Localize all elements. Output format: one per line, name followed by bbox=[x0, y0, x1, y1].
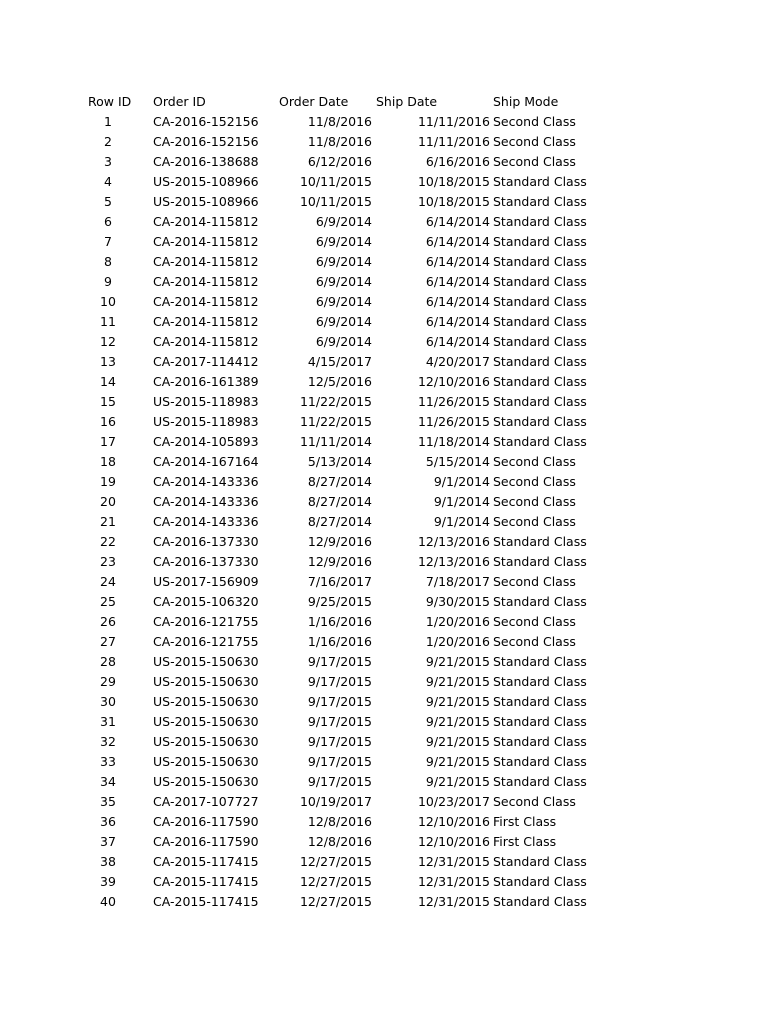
cell-order-id: CA-2014-115812 bbox=[153, 274, 259, 289]
cell-ship-date: 12/13/2016 bbox=[417, 554, 490, 569]
cell-ship-date: 11/26/2015 bbox=[417, 394, 490, 409]
cell-ship-mode: Second Class bbox=[493, 574, 576, 589]
cell-order-id: US-2015-150630 bbox=[153, 694, 259, 709]
table-row bbox=[0, 772, 768, 792]
cell-ship-mode: Second Class bbox=[493, 454, 576, 469]
table-row bbox=[0, 352, 768, 372]
cell-ship-mode: Standard Class bbox=[493, 554, 587, 569]
cell-ship-date: 12/10/2016 bbox=[417, 374, 490, 389]
cell-ship-mode: Standard Class bbox=[493, 694, 587, 709]
cell-order-date: 6/9/2014 bbox=[315, 214, 372, 229]
cell-ship-date: 10/23/2017 bbox=[417, 794, 490, 809]
cell-ship-mode: Standard Class bbox=[493, 254, 587, 269]
cell-ship-mode: Standard Class bbox=[493, 854, 587, 869]
header-order-date: Order Date bbox=[279, 94, 349, 109]
cell-ship-mode: Standard Class bbox=[493, 714, 587, 729]
table-row bbox=[0, 332, 768, 352]
cell-order-date: 6/9/2014 bbox=[315, 234, 372, 249]
cell-row-id: 12 bbox=[100, 334, 116, 349]
cell-order-id: CA-2015-117415 bbox=[153, 894, 259, 909]
cell-ship-mode: Standard Class bbox=[493, 414, 587, 429]
cell-order-date: 4/15/2017 bbox=[307, 354, 372, 369]
cell-order-date: 1/16/2016 bbox=[307, 614, 372, 629]
cell-order-date: 12/27/2015 bbox=[299, 894, 372, 909]
cell-ship-mode: Standard Class bbox=[493, 274, 587, 289]
table-row bbox=[0, 532, 768, 552]
cell-row-id: 14 bbox=[100, 374, 116, 389]
cell-order-date: 11/8/2016 bbox=[307, 134, 372, 149]
table-row bbox=[0, 452, 768, 472]
header-row-id: Row ID bbox=[88, 94, 132, 109]
cell-order-date: 9/17/2015 bbox=[307, 734, 372, 749]
cell-order-date: 1/16/2016 bbox=[307, 634, 372, 649]
cell-row-id: 21 bbox=[100, 514, 116, 529]
cell-ship-mode: Standard Class bbox=[493, 374, 587, 389]
cell-row-id: 11 bbox=[100, 314, 116, 329]
table-row bbox=[0, 272, 768, 292]
cell-order-date: 8/27/2014 bbox=[307, 474, 372, 489]
table-row bbox=[0, 632, 768, 652]
cell-order-date: 12/8/2016 bbox=[307, 834, 372, 849]
cell-row-id: 40 bbox=[100, 894, 116, 909]
table-row bbox=[0, 412, 768, 432]
cell-ship-date: 9/1/2014 bbox=[433, 514, 490, 529]
cell-order-id: CA-2016-161389 bbox=[153, 374, 259, 389]
cell-row-id: 29 bbox=[100, 674, 116, 689]
cell-order-id: CA-2015-106320 bbox=[153, 594, 259, 609]
cell-row-id: 13 bbox=[100, 354, 116, 369]
cell-ship-mode: Standard Class bbox=[493, 774, 587, 789]
cell-order-date: 6/9/2014 bbox=[315, 314, 372, 329]
header-order-id: Order ID bbox=[153, 94, 206, 109]
cell-order-id: CA-2014-143336 bbox=[153, 494, 259, 509]
cell-order-id: CA-2014-115812 bbox=[153, 254, 259, 269]
cell-order-date: 12/9/2016 bbox=[307, 554, 372, 569]
cell-ship-date: 12/10/2016 bbox=[417, 814, 490, 829]
cell-ship-date: 6/14/2014 bbox=[425, 294, 490, 309]
cell-ship-mode: Standard Class bbox=[493, 534, 587, 549]
cell-order-date: 9/25/2015 bbox=[307, 594, 372, 609]
table-row bbox=[0, 672, 768, 692]
table-row bbox=[0, 192, 768, 212]
cell-ship-date: 12/31/2015 bbox=[417, 854, 490, 869]
cell-ship-date: 9/30/2015 bbox=[425, 594, 490, 609]
cell-ship-mode: Standard Class bbox=[493, 594, 587, 609]
cell-order-date: 12/27/2015 bbox=[299, 854, 372, 869]
cell-ship-mode: Standard Class bbox=[493, 434, 587, 449]
cell-ship-mode: Standard Class bbox=[493, 874, 587, 889]
cell-row-id: 4 bbox=[104, 174, 112, 189]
cell-row-id: 31 bbox=[100, 714, 116, 729]
table-row bbox=[0, 872, 768, 892]
cell-order-id: CA-2016-117590 bbox=[153, 814, 259, 829]
table-row bbox=[0, 572, 768, 592]
cell-ship-date: 7/18/2017 bbox=[425, 574, 490, 589]
cell-ship-mode: First Class bbox=[493, 834, 557, 849]
cell-ship-mode: Second Class bbox=[493, 134, 576, 149]
cell-order-date: 7/16/2017 bbox=[307, 574, 372, 589]
cell-order-date: 6/12/2016 bbox=[307, 154, 372, 169]
cell-ship-mode: Second Class bbox=[493, 614, 576, 629]
cell-row-id: 9 bbox=[104, 274, 112, 289]
cell-order-id: CA-2015-117415 bbox=[153, 854, 259, 869]
table-row bbox=[0, 372, 768, 392]
data-table bbox=[0, 92, 768, 912]
cell-order-date: 12/27/2015 bbox=[299, 874, 372, 889]
cell-ship-mode: Standard Class bbox=[493, 194, 587, 209]
cell-order-date: 8/27/2014 bbox=[307, 514, 372, 529]
cell-order-id: US-2015-118983 bbox=[153, 414, 259, 429]
cell-ship-mode: First Class bbox=[493, 814, 557, 829]
table-row bbox=[0, 832, 768, 852]
table-row bbox=[0, 552, 768, 572]
cell-ship-mode: Standard Class bbox=[493, 314, 587, 329]
cell-row-id: 19 bbox=[100, 474, 116, 489]
cell-row-id: 17 bbox=[100, 434, 116, 449]
table-row bbox=[0, 812, 768, 832]
cell-ship-date: 5/15/2014 bbox=[425, 454, 490, 469]
cell-ship-date: 9/1/2014 bbox=[433, 494, 490, 509]
cell-order-id: US-2015-108966 bbox=[153, 174, 259, 189]
cell-ship-date: 9/21/2015 bbox=[425, 694, 490, 709]
cell-ship-date: 6/16/2016 bbox=[425, 154, 490, 169]
cell-order-date: 12/5/2016 bbox=[307, 374, 372, 389]
cell-ship-date: 6/14/2014 bbox=[425, 334, 490, 349]
cell-ship-date: 10/18/2015 bbox=[417, 194, 490, 209]
cell-row-id: 10 bbox=[100, 294, 116, 309]
cell-ship-mode: Second Class bbox=[493, 494, 576, 509]
cell-ship-mode: Standard Class bbox=[493, 174, 587, 189]
cell-ship-date: 4/20/2017 bbox=[425, 354, 490, 369]
cell-ship-date: 6/14/2014 bbox=[425, 214, 490, 229]
cell-ship-mode: Second Class bbox=[493, 474, 576, 489]
cell-order-id: CA-2016-121755 bbox=[153, 614, 259, 629]
cell-order-id: CA-2016-121755 bbox=[153, 634, 259, 649]
cell-ship-date: 11/11/2016 bbox=[417, 114, 490, 129]
cell-ship-date: 12/13/2016 bbox=[417, 534, 490, 549]
cell-order-id: CA-2016-117590 bbox=[153, 834, 259, 849]
table-row bbox=[0, 292, 768, 312]
cell-row-id: 36 bbox=[100, 814, 116, 829]
cell-order-id: CA-2016-137330 bbox=[153, 554, 259, 569]
cell-order-id: US-2015-150630 bbox=[153, 774, 259, 789]
cell-ship-date: 1/20/2016 bbox=[425, 634, 490, 649]
table-row bbox=[0, 612, 768, 632]
cell-row-id: 26 bbox=[100, 614, 116, 629]
cell-order-date: 10/11/2015 bbox=[299, 174, 372, 189]
cell-order-date: 6/9/2014 bbox=[315, 254, 372, 269]
cell-ship-mode: Standard Class bbox=[493, 294, 587, 309]
cell-order-date: 11/22/2015 bbox=[299, 394, 372, 409]
cell-order-id: CA-2014-115812 bbox=[153, 314, 259, 329]
cell-order-id: CA-2017-107727 bbox=[153, 794, 259, 809]
table-row bbox=[0, 752, 768, 772]
cell-row-id: 20 bbox=[100, 494, 116, 509]
cell-row-id: 35 bbox=[100, 794, 116, 809]
cell-order-id: US-2015-118983 bbox=[153, 394, 259, 409]
cell-order-id: CA-2017-114412 bbox=[153, 354, 259, 369]
cell-ship-date: 10/18/2015 bbox=[417, 174, 490, 189]
table-row bbox=[0, 392, 768, 412]
table-row bbox=[0, 692, 768, 712]
table-row bbox=[0, 792, 768, 812]
cell-order-id: CA-2014-115812 bbox=[153, 334, 259, 349]
table-row bbox=[0, 592, 768, 612]
table-row bbox=[0, 212, 768, 232]
cell-ship-mode: Standard Class bbox=[493, 354, 587, 369]
cell-order-id: US-2015-150630 bbox=[153, 714, 259, 729]
header-ship-mode: Ship Mode bbox=[493, 94, 559, 109]
cell-order-id: CA-2014-115812 bbox=[153, 234, 259, 249]
cell-order-id: CA-2014-105893 bbox=[153, 434, 259, 449]
cell-ship-mode: Standard Class bbox=[493, 234, 587, 249]
table-row bbox=[0, 172, 768, 192]
cell-ship-date: 12/31/2015 bbox=[417, 874, 490, 889]
cell-row-id: 8 bbox=[104, 254, 112, 269]
cell-order-id: CA-2016-137330 bbox=[153, 534, 259, 549]
cell-row-id: 27 bbox=[100, 634, 116, 649]
cell-order-id: US-2015-150630 bbox=[153, 734, 259, 749]
cell-ship-mode: Standard Class bbox=[493, 734, 587, 749]
cell-order-id: CA-2014-115812 bbox=[153, 214, 259, 229]
cell-order-date: 11/11/2014 bbox=[299, 434, 372, 449]
table-row bbox=[0, 312, 768, 332]
cell-row-id: 25 bbox=[100, 594, 116, 609]
cell-ship-date: 9/21/2015 bbox=[425, 754, 490, 769]
table-row bbox=[0, 712, 768, 732]
cell-row-id: 28 bbox=[100, 654, 116, 669]
table-header-row bbox=[0, 92, 768, 112]
cell-ship-mode: Standard Class bbox=[493, 654, 587, 669]
table-row bbox=[0, 852, 768, 872]
cell-row-id: 5 bbox=[104, 194, 112, 209]
cell-ship-date: 11/18/2014 bbox=[417, 434, 490, 449]
cell-order-id: CA-2016-152156 bbox=[153, 114, 259, 129]
cell-order-date: 10/19/2017 bbox=[299, 794, 372, 809]
cell-order-id: CA-2014-143336 bbox=[153, 474, 259, 489]
cell-ship-date: 9/21/2015 bbox=[425, 674, 490, 689]
cell-order-date: 6/9/2014 bbox=[315, 294, 372, 309]
cell-ship-mode: Second Class bbox=[493, 794, 576, 809]
cell-row-id: 24 bbox=[100, 574, 116, 589]
cell-order-date: 11/22/2015 bbox=[299, 414, 372, 429]
cell-order-id: US-2017-156909 bbox=[153, 574, 259, 589]
cell-ship-date: 9/21/2015 bbox=[425, 654, 490, 669]
cell-row-id: 7 bbox=[104, 234, 112, 249]
cell-order-date: 6/9/2014 bbox=[315, 334, 372, 349]
cell-order-id: US-2015-150630 bbox=[153, 754, 259, 769]
cell-order-date: 11/8/2016 bbox=[307, 114, 372, 129]
cell-order-date: 6/9/2014 bbox=[315, 274, 372, 289]
table-row bbox=[0, 652, 768, 672]
cell-order-date: 9/17/2015 bbox=[307, 714, 372, 729]
cell-ship-mode: Second Class bbox=[493, 634, 576, 649]
table-row bbox=[0, 432, 768, 452]
cell-ship-date: 12/10/2016 bbox=[417, 834, 490, 849]
cell-order-id: US-2015-150630 bbox=[153, 674, 259, 689]
cell-ship-mode: Standard Class bbox=[493, 754, 587, 769]
cell-order-id: CA-2014-167164 bbox=[153, 454, 259, 469]
cell-ship-mode: Second Class bbox=[493, 514, 576, 529]
cell-row-id: 30 bbox=[100, 694, 116, 709]
cell-ship-mode: Second Class bbox=[493, 114, 576, 129]
cell-order-id: CA-2014-115812 bbox=[153, 294, 259, 309]
cell-ship-mode: Standard Class bbox=[493, 894, 587, 909]
cell-ship-date: 11/26/2015 bbox=[417, 414, 490, 429]
cell-order-id: US-2015-108966 bbox=[153, 194, 259, 209]
cell-order-date: 12/8/2016 bbox=[307, 814, 372, 829]
table-row bbox=[0, 732, 768, 752]
cell-ship-date: 6/14/2014 bbox=[425, 234, 490, 249]
cell-row-id: 34 bbox=[100, 774, 116, 789]
cell-ship-date: 6/14/2014 bbox=[425, 254, 490, 269]
cell-ship-mode: Standard Class bbox=[493, 214, 587, 229]
cell-row-id: 23 bbox=[100, 554, 116, 569]
cell-order-date: 12/9/2016 bbox=[307, 534, 372, 549]
cell-row-id: 15 bbox=[100, 394, 116, 409]
cell-order-date: 9/17/2015 bbox=[307, 754, 372, 769]
table-row bbox=[0, 512, 768, 532]
cell-row-id: 1 bbox=[104, 114, 112, 129]
cell-row-id: 3 bbox=[104, 154, 112, 169]
cell-order-date: 9/17/2015 bbox=[307, 774, 372, 789]
table-row bbox=[0, 152, 768, 172]
table-row bbox=[0, 112, 768, 132]
cell-order-date: 9/17/2015 bbox=[307, 674, 372, 689]
cell-ship-date: 1/20/2016 bbox=[425, 614, 490, 629]
cell-row-id: 39 bbox=[100, 874, 116, 889]
cell-row-id: 37 bbox=[100, 834, 116, 849]
cell-ship-mode: Standard Class bbox=[493, 674, 587, 689]
cell-ship-date: 9/21/2015 bbox=[425, 774, 490, 789]
cell-ship-mode: Standard Class bbox=[493, 334, 587, 349]
cell-ship-date: 6/14/2014 bbox=[425, 274, 490, 289]
cell-row-id: 38 bbox=[100, 854, 116, 869]
cell-order-id: CA-2015-117415 bbox=[153, 874, 259, 889]
cell-row-id: 16 bbox=[100, 414, 116, 429]
cell-row-id: 6 bbox=[104, 214, 112, 229]
cell-row-id: 32 bbox=[100, 734, 116, 749]
table-row bbox=[0, 252, 768, 272]
table-row bbox=[0, 492, 768, 512]
table-row bbox=[0, 892, 768, 912]
cell-order-date: 5/13/2014 bbox=[307, 454, 372, 469]
cell-row-id: 18 bbox=[100, 454, 116, 469]
table-row bbox=[0, 472, 768, 492]
table-body bbox=[0, 112, 768, 912]
cell-order-id: US-2015-150630 bbox=[153, 654, 259, 669]
cell-order-date: 10/11/2015 bbox=[299, 194, 372, 209]
cell-row-id: 33 bbox=[100, 754, 116, 769]
cell-ship-date: 11/11/2016 bbox=[417, 134, 490, 149]
cell-order-date: 9/17/2015 bbox=[307, 694, 372, 709]
cell-row-id: 22 bbox=[100, 534, 116, 549]
cell-ship-date: 9/21/2015 bbox=[425, 714, 490, 729]
cell-order-date: 8/27/2014 bbox=[307, 494, 372, 509]
cell-order-id: CA-2014-143336 bbox=[153, 514, 259, 529]
cell-order-date: 9/17/2015 bbox=[307, 654, 372, 669]
cell-ship-date: 6/14/2014 bbox=[425, 314, 490, 329]
cell-ship-mode: Standard Class bbox=[493, 394, 587, 409]
table-row bbox=[0, 232, 768, 252]
cell-row-id: 2 bbox=[104, 134, 112, 149]
cell-ship-date: 9/21/2015 bbox=[425, 734, 490, 749]
table-row bbox=[0, 132, 768, 152]
cell-order-id: CA-2016-152156 bbox=[153, 134, 259, 149]
cell-ship-mode: Second Class bbox=[493, 154, 576, 169]
header-ship-date: Ship Date bbox=[376, 94, 438, 109]
cell-ship-date: 9/1/2014 bbox=[433, 474, 490, 489]
cell-ship-date: 12/31/2015 bbox=[417, 894, 490, 909]
cell-order-id: CA-2016-138688 bbox=[153, 154, 259, 169]
